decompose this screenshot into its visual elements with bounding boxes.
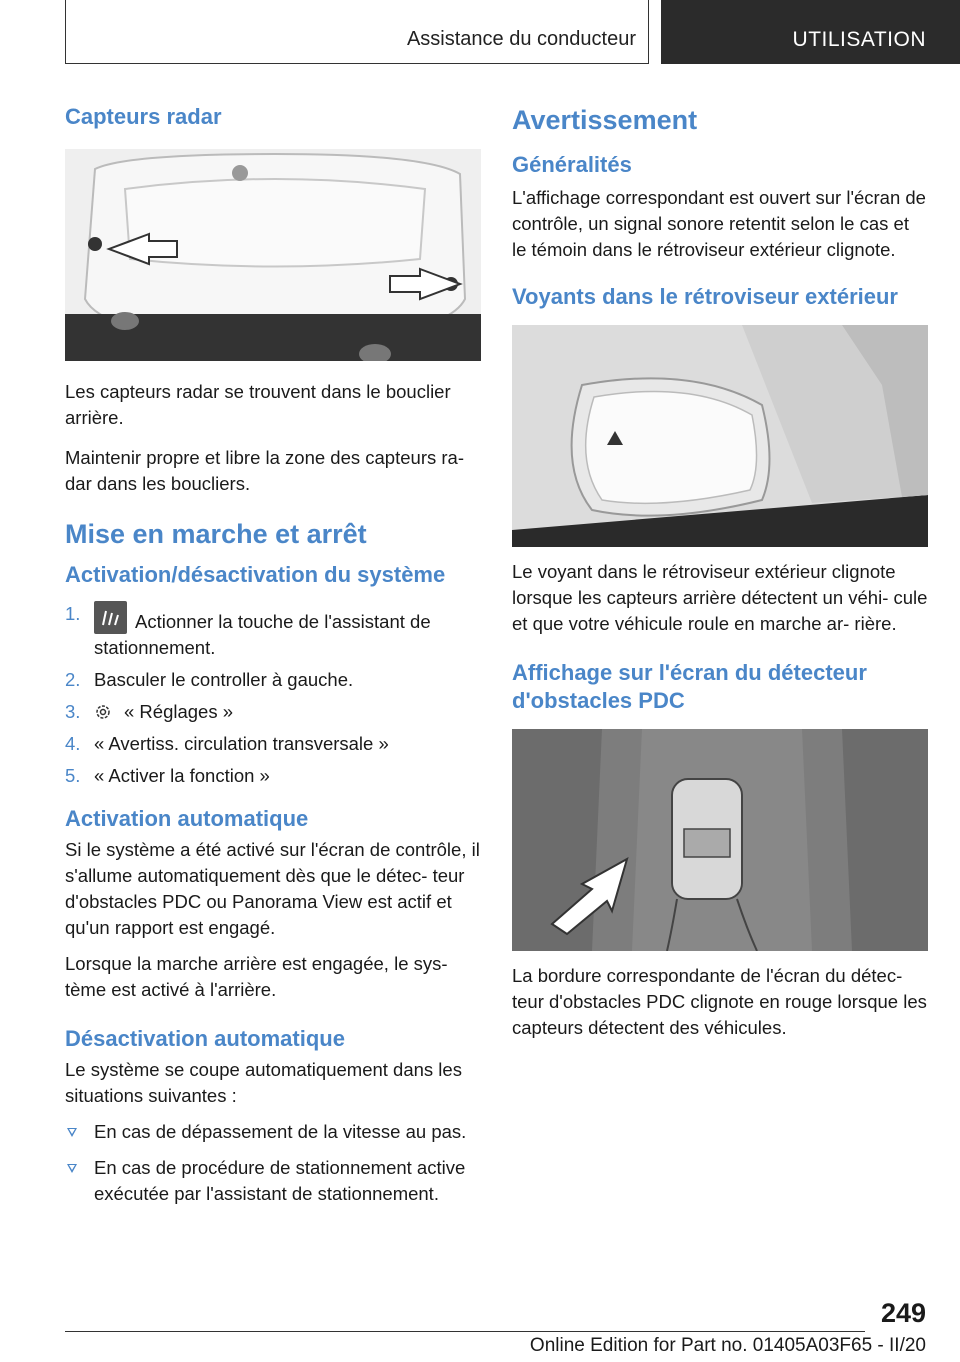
section-label: Assistance du conducteur bbox=[406, 28, 636, 50]
radar-cleaning-text: Maintenir propre et libre la zone des capteurs ra- dar dans les boucliers. bbox=[65, 447, 464, 494]
bullet-triangle-icon bbox=[67, 1164, 77, 1173]
list-item: En cas de procédure de stationnement active exécutée par l'assistant de stationnement. bbox=[65, 1155, 481, 1207]
section-tab bbox=[65, 0, 649, 64]
step-number: 4. bbox=[65, 733, 81, 754]
list-item bbox=[65, 699, 481, 725]
chapter-tab bbox=[661, 0, 960, 64]
chapter-label: UTILISATION bbox=[792, 28, 926, 51]
step-text: « Avertiss. circulation transversale » bbox=[94, 733, 389, 754]
list-item: En cas de dépassement de la vitesse au pas. bbox=[65, 1119, 481, 1145]
mirror-text: Le voyant dans le rétroviseur extérieur clignote lorsque les capteurs arrière détectent un véhi- cule et que votre véhicule roule en marche ar- rière. bbox=[512, 561, 928, 634]
list-item bbox=[65, 731, 481, 757]
list-item bbox=[65, 763, 481, 789]
step-text: Actionner la touche de l'assistant de stationnement. bbox=[94, 611, 431, 658]
page-number: 249 bbox=[880, 1298, 926, 1328]
step-text: Basculer le controller à gauche. bbox=[94, 669, 354, 690]
left-column bbox=[65, 95, 481, 1217]
step-text: « Activer la fonction » bbox=[94, 765, 270, 786]
warning-heading: Avertissement bbox=[512, 105, 698, 135]
activation-heading: Activation/désactivation du système bbox=[65, 562, 446, 587]
step-number: 3. bbox=[65, 701, 81, 722]
list-item bbox=[65, 601, 481, 661]
general-heading: Généralités bbox=[512, 152, 632, 177]
pdc-heading: Affichage sur l'écran du détecteur d'obstacles PDC bbox=[512, 660, 867, 713]
edition-info: Online Edition for Part no. 01405A03F65 - II/20 bbox=[529, 1335, 926, 1356]
side-mirror-image bbox=[512, 325, 928, 547]
pdc-display-illustration bbox=[512, 729, 928, 951]
activation-steps bbox=[65, 601, 481, 789]
pdc-display-image bbox=[512, 729, 928, 951]
mirror-heading: Voyants dans le rétroviseur extérieur bbox=[512, 284, 898, 309]
auto-off-conditions bbox=[65, 1119, 481, 1207]
gear-icon bbox=[94, 702, 112, 720]
side-mirror-illustration bbox=[512, 325, 928, 547]
step-number: 2. bbox=[65, 669, 81, 690]
radar-heading: Capteurs radar bbox=[65, 104, 222, 129]
onoff-heading: Mise en marche et arrêt bbox=[65, 519, 367, 549]
step-text: « Réglages » bbox=[124, 701, 234, 722]
auto-on-heading: Activation automatique bbox=[65, 806, 309, 831]
right-column bbox=[512, 95, 928, 1041]
bullet-triangle-icon bbox=[67, 1128, 77, 1137]
auto-on-text-2: Lorsque la marche arrière est engagée, le sys- tème est activé à l'arrière. bbox=[65, 953, 448, 1000]
radar-location-text: Les capteurs radar se trouvent dans le bouclier arrière. bbox=[65, 381, 451, 428]
footer-divider bbox=[65, 1331, 865, 1332]
pdc-text: La bordure correspondante de l'écran du détec- teur d'obstacles PDC clignote en rouge lorsque les capteurs détectent des véhicules. bbox=[512, 965, 927, 1038]
auto-off-heading: Désactivation automatique bbox=[65, 1026, 345, 1051]
rear-bumper-image bbox=[65, 149, 481, 361]
list-item bbox=[65, 667, 481, 693]
page-header bbox=[65, 0, 960, 64]
parking-assistant-button-icon bbox=[94, 601, 127, 634]
rear-bumper-illustration bbox=[65, 149, 481, 361]
auto-on-text-1: Si le système a été activé sur l'écran de contrôle, il s'allume automatiquement dès que le détec- teur d'obstacles PDC ou Panorama View est actif et qu'un rapport est engagé. bbox=[65, 839, 480, 938]
step-number: 1. bbox=[65, 603, 81, 624]
auto-off-text: Le système se coupe automatiquement dans les situations suivantes : bbox=[65, 1059, 462, 1106]
general-text: L'affichage correspondant est ouvert sur l'écran de contrôle, un signal sonore retentit selon le cas et le témoin dans le rétroviseur extérieur clignote. bbox=[512, 187, 926, 260]
step-number: 5. bbox=[65, 765, 81, 786]
